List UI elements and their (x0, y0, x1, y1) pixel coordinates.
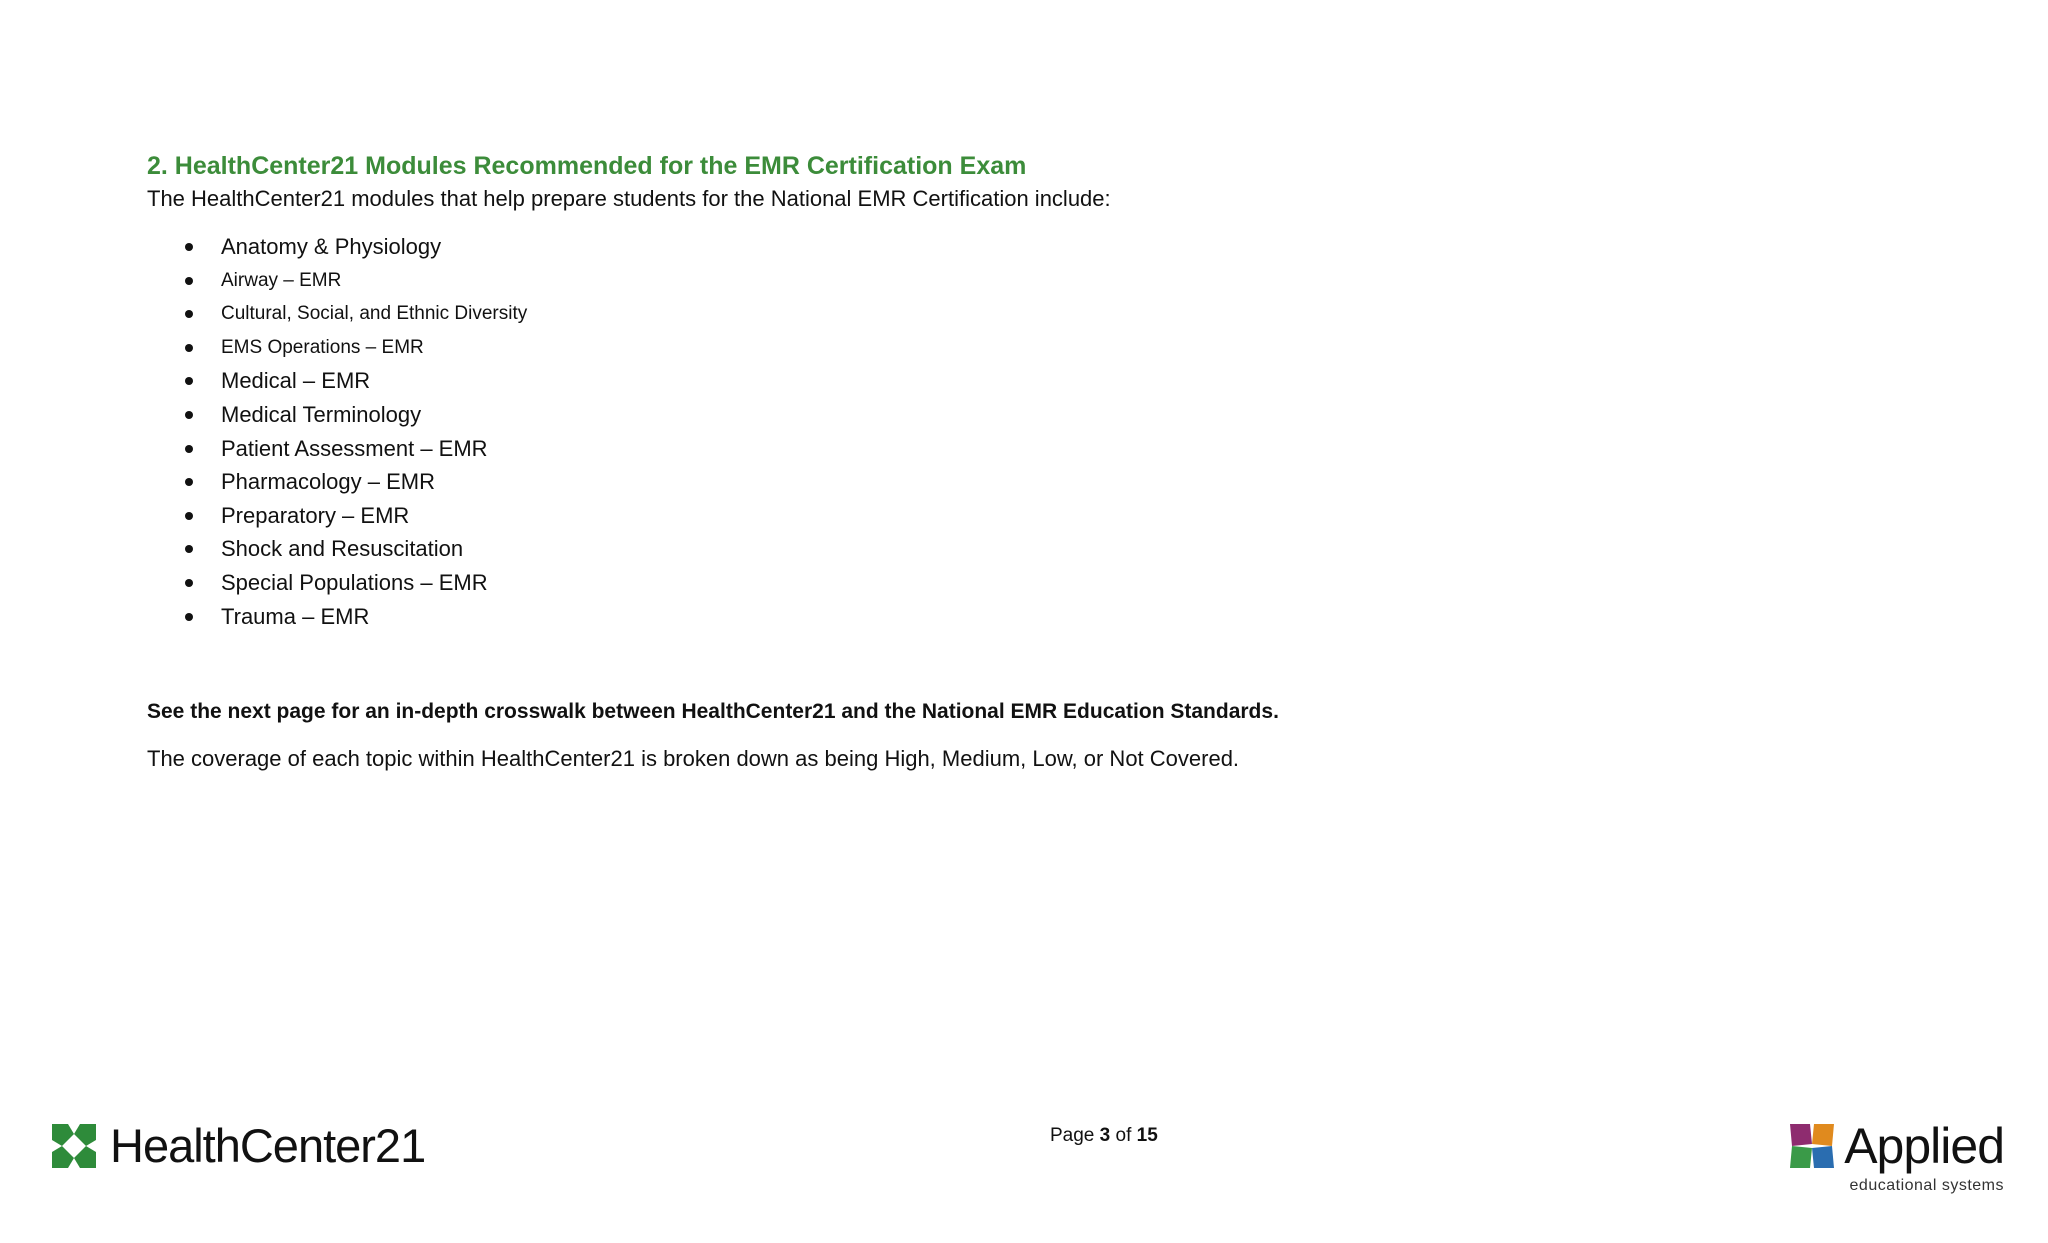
crosswalk-note: See the next page for an in-depth crosswalk between HealthCenter21 and the National EMR Education Standards. (147, 700, 1279, 724)
list-item: Medical Terminology (221, 398, 1907, 432)
page-content (147, 150, 1907, 774)
healthcenter21-logo-icon (52, 1124, 96, 1168)
list-item: Trauma – EMR (221, 600, 1907, 634)
list-item: Medical – EMR (221, 364, 1907, 398)
coverage-note: The coverage of each topic within HealthCenter21 is broken down as being High, Medium, Low, or Not Covered. (147, 746, 1240, 772)
page-number (1050, 1124, 1158, 1148)
list-item: Special Populations – EMR (221, 566, 1907, 600)
healthcenter21-logo (52, 1118, 425, 1174)
list-item: Preparatory – EMR (221, 499, 1907, 533)
page-of: of (1115, 1125, 1132, 1146)
list-item: Cultural, Social, and Ethnic Diversity (221, 297, 1907, 331)
applied-logo-text: Applied (1844, 1118, 2004, 1174)
list-item: EMS Operations – EMR (221, 331, 1907, 365)
modules-list (147, 230, 1907, 633)
applied-logo (1790, 1118, 2004, 1196)
list-item: Pharmacology – EMR (221, 465, 1907, 499)
applied-logo-row (1790, 1118, 2004, 1174)
page-total: 15 (1136, 1125, 1158, 1146)
list-item: Anatomy & Physiology (221, 230, 1907, 264)
applied-logo-icon (1790, 1124, 1834, 1168)
section-intro: The HealthCenter21 modules that help prepare students for the National EMR Certification include: (147, 186, 1111, 211)
healthcenter21-logo-text: HealthCenter21 (110, 1119, 426, 1172)
page-current: 3 (1099, 1125, 1111, 1146)
list-item: Patient Assessment – EMR (221, 432, 1907, 466)
applied-logo-subtext: educational systems (1849, 1177, 2004, 1194)
section-title: 2. HealthCenter21 Modules Recommended for the EMR Certification Exam (147, 152, 1027, 180)
list-item: Airway – EMR (221, 264, 1907, 298)
page-prefix: Page (1050, 1125, 1095, 1146)
list-item: Shock and Resuscitation (221, 532, 1907, 566)
